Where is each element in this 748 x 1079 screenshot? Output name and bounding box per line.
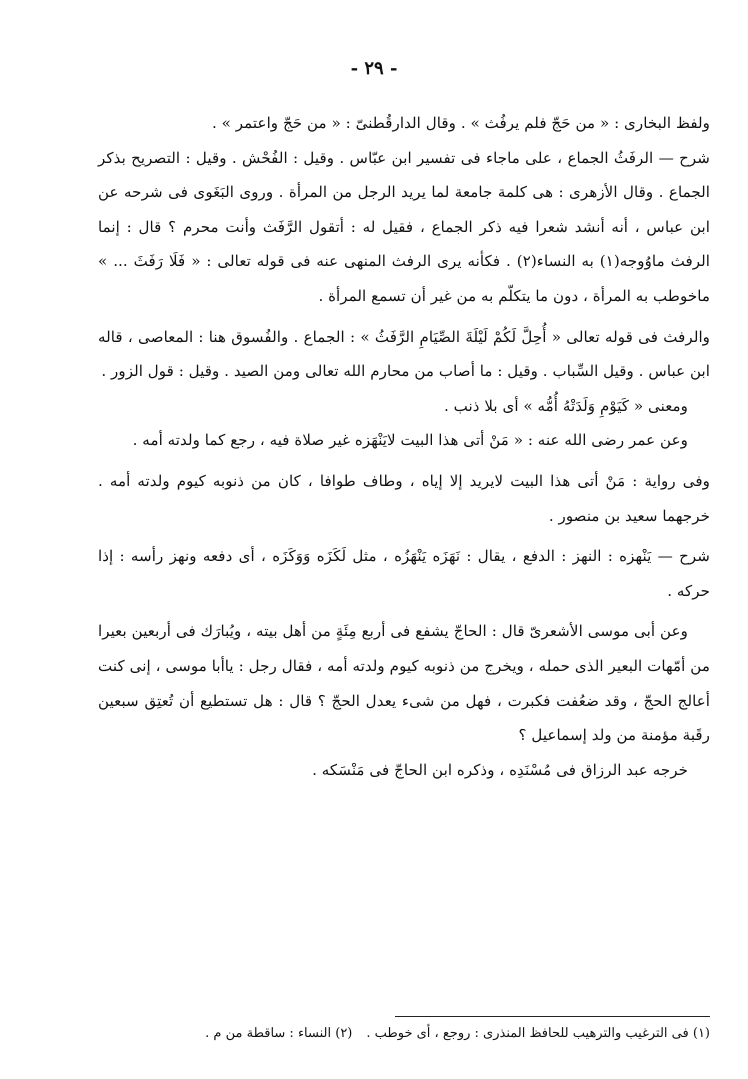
paragraph-explanation-nahz: شرح — يَنْهزه : النهز : الدفع ، يقال : نَهَزَه يَنْهَزُه ، مثل لَكَزَه وَوَكَزَه ، أى دفعه ونهز رأسه : إذا حركه . [98, 547, 710, 600]
paragraph-explanation-rafath: شرح — الرفَثُ الجماع ، على ماجاء فى تفسير ابن عبّاس . وقيل : الفُحْش . وقيل : التصريح بذكر الجماع . وقال الأزهرى : هى كلمة جامعة لما يريد الرجل من المرأة . وروى البَغَوى فى شرحه عن ابن عباس ، أنه أنشد شعرا فيه ذكر الجماع ، فقيل له : أتقول الرَّفَث وأنت محرم ؟ قال : إنما الرفث ماوُوجه(١) به النساء(٢) . فكأنه يرى الرفث المنهى عنه فى قوله تعالى : « فَلَا رَفَثَ ... » ماخوطب به المرأة ، دون ما يتكلّم به من غير أن تسمع المرأة . [98, 148, 710, 305]
main-text [98, 106, 710, 787]
footnote-1: (١) فى الترغيب والترهيب للحافظ المنذرى : روجع ، أى خوطب . [366, 1026, 710, 1041]
paragraph-source-attribution: خرجه عبد الرزاق فى مُسْنَدِه ، وذكره ابن الحاجّ فى مَنْسَكه . [312, 760, 688, 779]
paragraph-riwaya: وفى رواية : مَنْ أتى هذا البيت لايريد إلا إياه ، وطاف طوافا ، كان من ذنوبه كيوم ولدته أمه . خرجهما سعيد بن منصور . [98, 471, 710, 525]
paragraph-abu-musa-narration: وعن أبى موسى الأشعرىّ قال : الحاجّ يشفع فى أربع مِئَةٍ من أهل بيته ، ويُبارَك فى أربعين بعيرا من أمّهات البعير الذى حمله ، ويخرج من ذنوبه كيوم ولدته أمه ، فقال رجل : ياأبا موسى ، إنى كنت أعالج الحجّ ، وقد ضعُفت فكبرت ، فهل من شىء يعدل الحجّ ؟ قال : هل تستطيع أن تُعتِق سبعين رقَبة مؤمنة من ولد إسماعيل ؟ [98, 622, 710, 745]
footnote-2: (٢) النساء : ساقطة من م . [205, 1026, 353, 1041]
paragraph-meaning-born: ومعنى « كَيَوْمِ وَلَدَتْهُ أُمُّه » أى بلا ذنب . [443, 396, 688, 415]
footnotes [90, 1024, 710, 1044]
footnote-divider [395, 1016, 710, 1017]
paragraph-umar-narration: وعن عمر رضى الله عنه : « مَنْ أتى هذا البيت لايَنْهَزه غير صلاة فيه ، رجع كما ولدته أمه . [132, 431, 688, 450]
paragraph-rafath-verse: والرفث فى قوله تعالى « أُحِلَّ لَكُمْ لَيْلَةَ الصِّيَامِ الرَّفَثُ » : الجماع . والفُسوق هنا : المعاصى ، قاله ابن عباس . وقيل السِّباب . وقيل : ما أصاب من محارم الله تعالى ومن الصيد . وقيل : قول الزور . [98, 327, 710, 381]
page-number: - ٢٩ - [350, 58, 398, 79]
paragraph-bukhari-wording: ولفظ البخارى : « من حَجّ فلم يرفُث » . وقال الدارقُطنىّ : « من حَجّ واعتمر » . [212, 114, 710, 132]
